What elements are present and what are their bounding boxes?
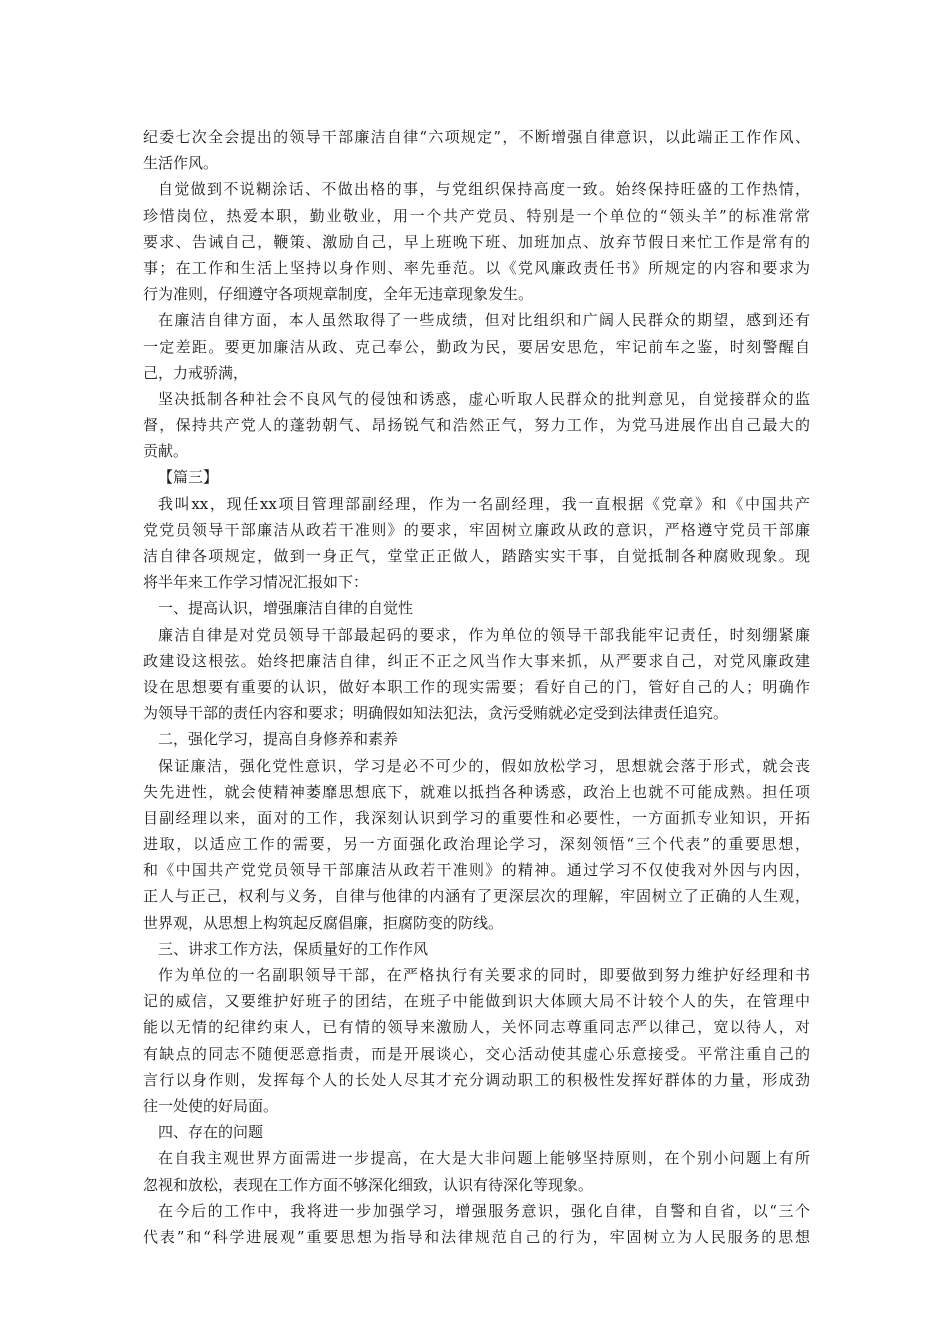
text-line: 目副经理以来，面对的工作，我深刻认识到学习的重要性和必要性，一方面抓专业知识，开拓 bbox=[143, 808, 810, 827]
text-line: 督，保持共产党人的蓬勃朝气、昂扬锐气和浩然正气，努力工作，为党马进展作出自己最大的 bbox=[143, 416, 810, 435]
text-line: 记的威信，又要维护好班子的团结，在班子中能做到识大体顾大局不计较个人的失，在管理中 bbox=[143, 992, 810, 1011]
text-line: 言行以身作则，发挥每个人的长处人尽其才充分调动职工的积极性发挥好群体的力量，形成劲 bbox=[143, 1070, 810, 1089]
text-line: 世界观，从思想上构筑起反腐倡廉，拒腐防变的防线。 bbox=[143, 913, 504, 932]
text-line: 有缺点的同志不随便恶意指责，而是开展谈心，交心活动使其虚心乐意接受。平常注重自己的 bbox=[143, 1044, 810, 1063]
text-line: 在今后的工作中，我将进一步加强学习，增强服务意识，强化自律，自警和自省，以“三个 bbox=[158, 1201, 810, 1220]
text-line: 我叫xx，现任xx项目管理部副经理，作为一名副经理，我一直根据《党章》和《中国共产 bbox=[158, 494, 810, 513]
text-line: 和《中国共产党党员领导干部廉洁从政若干准则》的精神。通过学习不仅使我对外因与内因， bbox=[143, 861, 810, 880]
text-line: 进取，以适应工作的需要，另一方面强化政治理论学习，深刻领悟“三个代表”的重要思想， bbox=[143, 835, 810, 854]
text-line: 能以无情的纪律约束人，已有情的领导来激励人，关怀同志尊重同志严以律己，宽以待人，对 bbox=[143, 1018, 810, 1037]
text-line: 设在思想要有重要的认识，做好本职工作的现实需要；看好自己的门，管好自己的人；明确作 bbox=[143, 677, 810, 696]
text-line: 纪委七次全会提出的领导干部廉洁自律“六项规定”，不断增强自律意识，以此端正工作作风、 bbox=[143, 128, 810, 146]
text-line: 坚决抵制各种社会不良风气的侵蚀和诱惑，虚心听取人民群众的批判意见，自觉接群众的监 bbox=[158, 389, 810, 408]
text-line: 保证廉洁，强化党性意识，学习是必不可少的，假如放松学习，思想就会落于形式，就会丧 bbox=[158, 756, 810, 775]
text-line: 正人与正己，权利与义务，自律与他律的内涵有了更深层次的理解，牢固树立了正确的人生观， bbox=[143, 887, 810, 906]
text-line: 三、讲求工作方法，保质量好的工作作风 bbox=[158, 939, 429, 958]
text-line: 政建设这根弦。始终把廉洁自律，纠正不正之风当作大事来抓，从严要求自己，对党风廉政建 bbox=[143, 651, 810, 670]
text-line: 要求、告诫自己，鞭策、激励自己，早上班晚下班、加班加点、放弃节假日来忙工作是常有的 bbox=[143, 232, 810, 251]
text-line: 在自我主观世界方面需进一步提高，在大是大非问题上能够坚持原则，在个别小问题上有所 bbox=[158, 1149, 810, 1168]
text-line: 作为单位的一名副职领导干部，在严格执行有关要求的同时，即要做到努力维护好经理和书 bbox=[158, 966, 810, 984]
text-line: 己，力戒骄满， bbox=[143, 363, 249, 382]
text-line: 自觉做到不说糊涂话、不做出格的事，与党组织保持高度一致。始终保持旺盛的工作热情， bbox=[158, 180, 810, 199]
text-line: 生活作风。 bbox=[143, 154, 219, 173]
text-line: 忽视和放松，表现在工作方面不够深化细致，认识有待深化等现象。 bbox=[143, 1175, 594, 1194]
text-line: 失先进性，就会使精神萎靡思想底下，就难以抵挡各种诱惑，政治上也就不可能成熟。担任项 bbox=[143, 782, 810, 801]
text-line: 事；在工作和生活上坚持以身作则、率先垂范。以《党风廉政责任书》所规定的内容和要求为 bbox=[143, 258, 810, 277]
text-line: 贡献。 bbox=[143, 442, 189, 461]
text-line: 一定差距。要更加廉洁从政、克己奉公，勤政为民，要居安思危，牢记前车之鉴，时刻警醒自 bbox=[143, 337, 810, 356]
text-line: 二，强化学习，提高自身修养和素养 bbox=[158, 730, 399, 749]
document-body bbox=[143, 124, 810, 1250]
text-line: 珍惜岗位，热爱本职，勤业敬业，用一个共产党员、特别是一个单位的“领头羊”的标准常常 bbox=[143, 206, 810, 225]
text-line: 为领导干部的责任内容和要求；明确假如知法犯法，贪污受贿就必定受到法律责任追究。 bbox=[143, 704, 729, 723]
text-line: 洁自律各项规定，做到一身正气，堂堂正正做人，踏踏实实干事，自觉抵制各种腐败现象。现 bbox=[143, 547, 810, 565]
text-line: 行为准则，仔细遵守各项规章制度，全年无违章现象发生。 bbox=[143, 285, 534, 304]
text-line: 将半年来工作学习情况汇报如下： bbox=[143, 573, 369, 592]
text-line: 党党员领导干部廉洁从政若干准则》的要求，牢固树立廉政从政的意识，严格遵守党员干部廉 bbox=[143, 520, 810, 539]
text-line: 在廉洁自律方面，本人虽然取得了一些成绩，但对比组织和广阔人民群众的期望，感到还有 bbox=[158, 311, 810, 330]
text-line: 四、存在的问题 bbox=[158, 1123, 264, 1142]
text-line: 一、提高认识，增强廉洁自律的自觉性 bbox=[158, 599, 414, 618]
text-line: 【篇三】 bbox=[158, 468, 219, 487]
text-line: 代表”和“科学进展观”重要思想为指导和法律规范自己的行为，牢固树立为人民服务的思想 bbox=[143, 1227, 810, 1246]
text-line: 往一处使的好局面。 bbox=[143, 1096, 279, 1115]
text-line: 廉洁自律是对党员领导干部最起码的要求，作为单位的领导干部我能牢记责任，时刻绷紧廉 bbox=[158, 625, 810, 644]
